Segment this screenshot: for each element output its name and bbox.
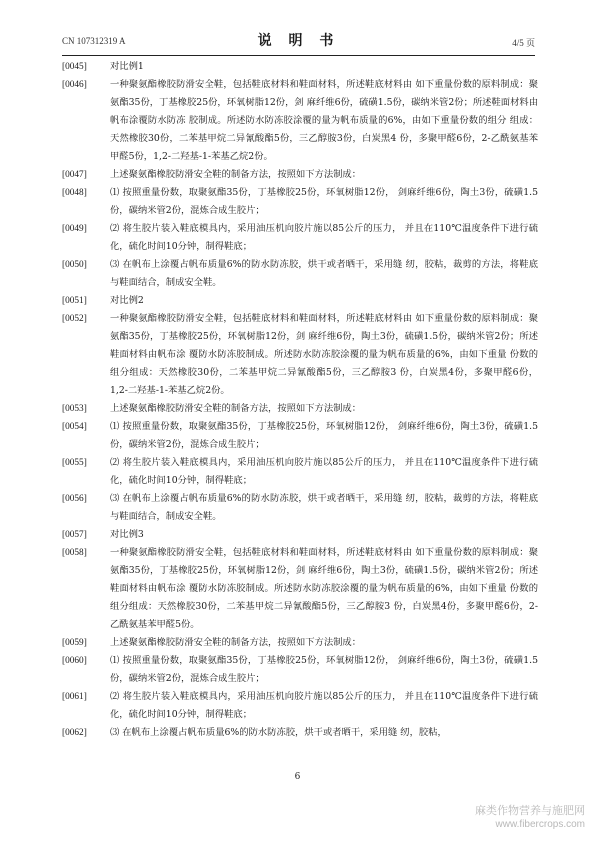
paragraph (62, 292, 538, 310)
paragraph (62, 724, 538, 742)
patent-number: CN 107312319 A (62, 36, 126, 46)
paragraph-text: ⑴ 按照重量份数，取聚氨酯35份，丁基橡胶25份，环氧树脂12份， 剑麻纤维6份，陶土3份，硫磺1.5份，碳纳米管2份，混炼合成生胶片； (110, 187, 538, 216)
paragraph-text: 对比例1 (110, 61, 144, 72)
paragraph-text: ⑵ 将生胶片装入鞋底模具内，采用油压机向胶片施以85公斤的压力， 并且在110℃温度条件下进行硫化，硫化时间10分钟，制得鞋底； (110, 457, 538, 486)
paragraph-text: ⑶ 在帆布上涂覆占帆布质量6%的防水防冻胶，烘干或者晒干，采用缝 纫，胶粘，裁剪的方法，将鞋底与鞋面结合，制成安全鞋。 (110, 493, 538, 522)
paragraph-text: 上述聚氨酯橡胶防滑安全鞋的制备方法，按照如下方法制成： (110, 637, 362, 648)
document-title: 说 明 书 (257, 33, 340, 49)
paragraph (62, 184, 538, 220)
header-divider (62, 55, 535, 56)
paragraph-text: 一种聚氨酯橡胶防滑安全鞋，包括鞋底材料和鞋面材料，所述鞋底材料由 如下重量份数的原料制成：聚氨酯35份，丁基橡胶25份，环氧树脂12份，剑 麻纤维6份，陶土3份，硫磺1.5份，碳纳米管2份；所述鞋面材料由帆布涂 覆防水防冻胶制成。所述防水防冻胶涂覆的量为帆布质量的6%，由如下重量 份数的组分组成：天然橡胶30份，二苯基甲烷二异氰酸酯5份，三乙醇胺3 份，白炭黑4份，多聚甲醛6份，1,2-二羟基-1-苯基乙烷2份。 (110, 313, 538, 396)
paragraph-number: [0062] (62, 728, 87, 738)
paragraph-text: ⑶ 在帆布上涂覆占帆布质量6%的防水防冻胶，烘干或者晒干，采用缝 纫，胶粘， (110, 727, 447, 738)
paragraph-number: [0053] (62, 404, 87, 414)
paragraph-number: [0045] (62, 62, 87, 72)
paragraph-number: [0056] (62, 494, 87, 504)
paragraph-text: 上述聚氨酯橡胶防滑安全鞋的制备方法，按照如下方法制成： (110, 169, 362, 180)
paragraph-text: ⑵ 将生胶片装入鞋底模具内，采用油压机向胶片施以85公斤的压力， 并且在110℃温度条件下进行硫化，硫化时间10分钟，制得鞋底； (110, 691, 538, 720)
paragraph-number: [0059] (62, 638, 87, 648)
paragraph (62, 526, 538, 544)
paragraph-number: [0050] (62, 260, 87, 270)
paragraph-number: [0052] (62, 314, 87, 324)
paragraph-text: 一种聚氨酯橡胶防滑安全鞋，包括鞋底材料和鞋面材料，所述鞋底材料由 如下重量份数的原料制成：聚氨酯35份，丁基橡胶25份，环氧树脂12份，剑 麻纤维6份，陶土3份，硫磺1.5份，碳纳米管2份；所述鞋面材料由帆布涂 覆防水防冻胶制成。所述防水防冻胶涂覆的量为帆布质量的6%，由如下重量 份数的组分组成：天然橡胶30份，二苯基甲烷二异氰酸酯5份，三乙醇胺3 份，白炭黑4份，多聚甲醛6份，2-乙酰氨基苯甲醛5份。 (110, 547, 538, 630)
paragraph (62, 544, 538, 634)
paragraph-text: ⑶ 在帆布上涂覆占帆布质量6%的防水防冻胶，烘干或者晒干，采用缝 纫，胶粘，裁剪的方法，将鞋底与鞋面结合，制成安全鞋。 (110, 259, 538, 288)
paragraph (62, 166, 538, 184)
watermark-url: www.fibercrops.com (495, 819, 585, 830)
watermark-site-name: 麻类作物营养与施肥网 (475, 805, 585, 817)
paragraph-text: ⑴ 按照重量份数，取聚氨酯35份，丁基橡胶25份，环氧树脂12份， 剑麻纤维6份，陶土3份，硫磺1.5份，碳纳米管2份，混炼合成生胶片； (110, 655, 538, 684)
paragraph-text: 上述聚氨酯橡胶防滑安全鞋的制备方法，按照如下方法制成： (110, 403, 362, 414)
paragraph (62, 652, 538, 688)
paragraph-number: [0055] (62, 458, 87, 468)
paragraph-text: 对比例3 (110, 529, 144, 540)
paragraph-number: [0049] (62, 224, 87, 234)
paragraph-number: [0048] (62, 188, 87, 198)
paragraph (62, 76, 538, 166)
paragraph-number: [0060] (62, 656, 87, 666)
paragraph-text: 对比例2 (110, 295, 144, 306)
paragraph (62, 634, 538, 652)
paragraph-number: [0046] (62, 80, 87, 90)
page-reference: 4/5 页 (512, 38, 535, 48)
paragraph (62, 490, 538, 526)
document-body (62, 58, 538, 742)
paragraph (62, 220, 538, 256)
paragraph-text: ⑵ 将生胶片装入鞋底模具内，采用油压机向胶片施以85公斤的压力， 并且在110℃温度条件下进行硫化，硫化时间10分钟，制得鞋底； (110, 223, 538, 252)
paragraph-number: [0047] (62, 170, 87, 180)
paragraph (62, 454, 538, 490)
paragraph (62, 256, 538, 292)
paragraph-number: [0054] (62, 422, 87, 432)
paragraph-number: [0051] (62, 296, 87, 306)
paragraph (62, 400, 538, 418)
paragraph-number: [0058] (62, 548, 87, 558)
paragraph (62, 58, 538, 76)
paragraph-number: [0061] (62, 692, 87, 702)
paragraph (62, 418, 538, 454)
paragraph-text: ⑴ 按照重量份数，取聚氨酯35份，丁基橡胶25份，环氧树脂12份， 剑麻纤维6份，陶土3份，硫磺1.5份，碳纳米管2份，混炼合成生胶片； (110, 421, 538, 450)
paragraph (62, 688, 538, 724)
paragraph (62, 310, 538, 400)
site-watermark (475, 804, 585, 831)
page-header (62, 30, 535, 52)
paragraph-number: [0057] (62, 530, 87, 540)
page-number: 6 (294, 772, 301, 782)
paragraph-text: 一种聚氨酯橡胶防滑安全鞋，包括鞋底材料和鞋面材料，所述鞋底材料由 如下重量份数的原料制成：聚氨酯35份，丁基橡胶25份，环氧树脂12份，剑 麻纤维6份，硫磺1.5份，碳纳米管2份；所述鞋面材料由帆布涂覆防水防冻 胶制成。所述防水防冻胶涂覆的量为帆布质量的6%，由如下重量份数的组分 组成：天然橡胶30份，二苯基甲烷二异氰酸酯5份，三乙醇胺3份，白炭黑4 份，多聚甲醛6份，2-乙酰氨基苯甲醛5份，1,2-二羟基-1-苯基乙烷2份。 (110, 79, 538, 162)
